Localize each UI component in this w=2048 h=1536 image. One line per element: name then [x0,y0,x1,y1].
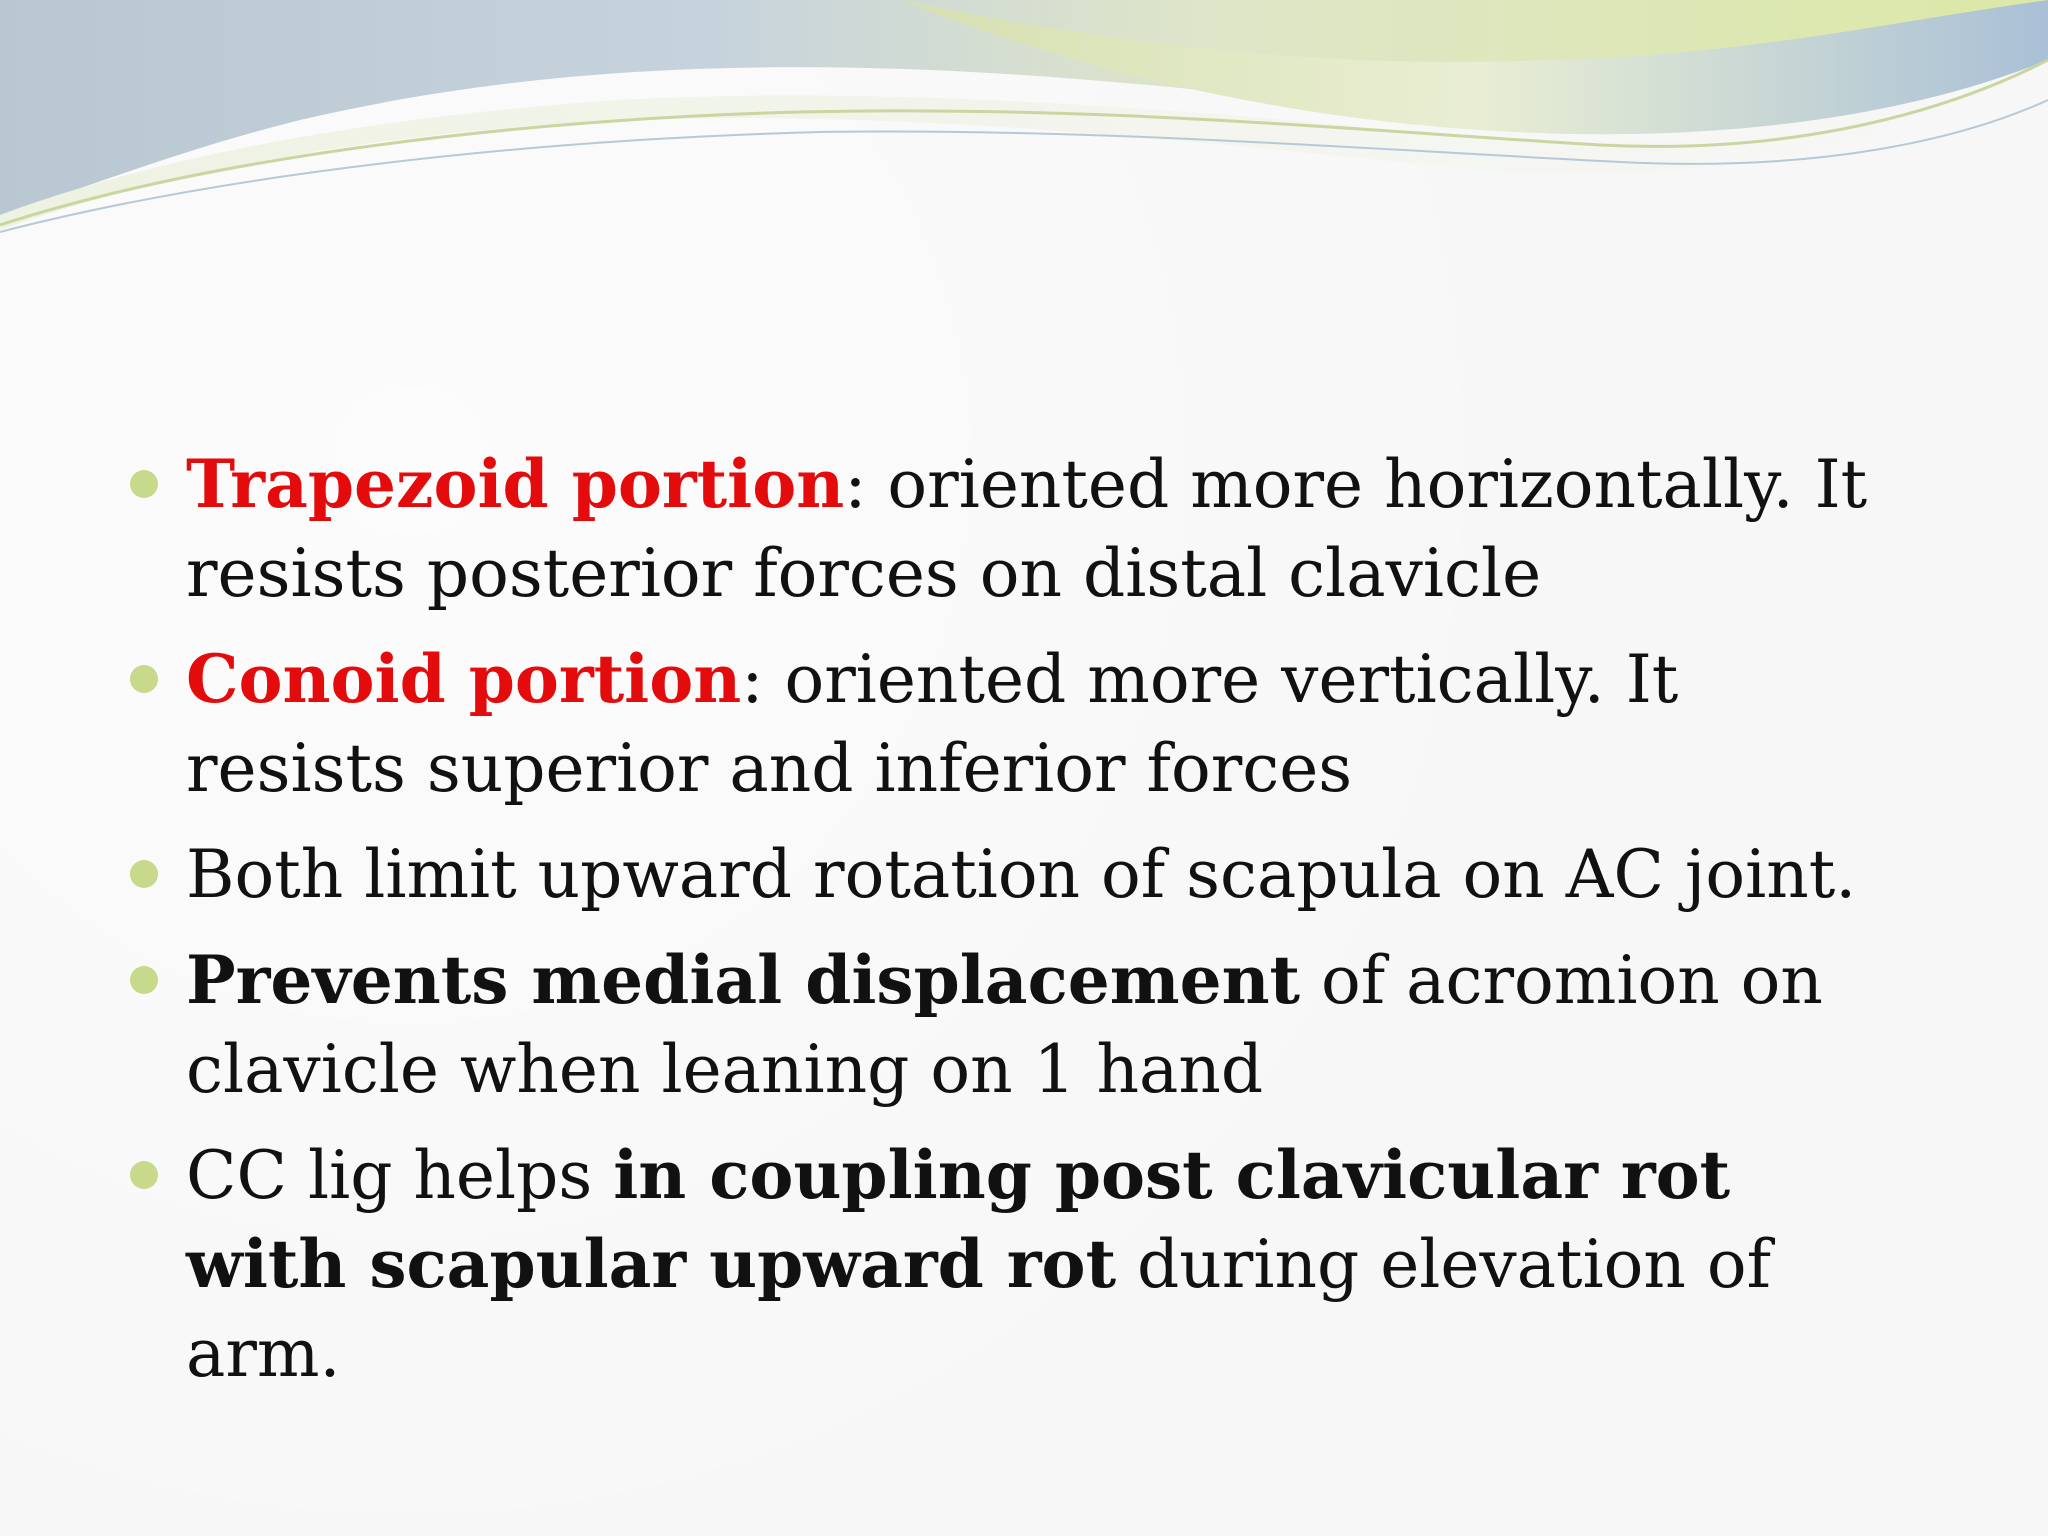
bullet-item-both-limit [130,830,1910,919]
bullet-text: : oriented more horizontally. It resists posterior forces on distal clavicle [186,446,1868,612]
bullet-text: : oriented more vertically. It resists superior and inferior forces [186,641,1679,807]
bullet-dot-icon [130,470,158,498]
bullet-keyword: Prevents medial displacement [186,941,1301,1019]
bullet-list [130,440,1910,1398]
bullet-dot-icon [130,665,158,693]
bullet-keyword: in coupling post clavicular rot with scapular upward rot [186,1136,1731,1303]
bullet-text: of acromion on clavicle when leaning on 1 hand [186,942,1823,1108]
bullet-keyword: Conoid portion [186,640,742,718]
bullet-item-prevents [130,936,1910,1114]
bullet-item-conoid [130,635,1910,813]
decorative-wave-header [0,0,2048,240]
bullet-text: during elevation of arm. [186,1226,1772,1392]
slide-content [130,440,1910,1415]
bullet-dot-icon [130,860,158,888]
bullet-item-trapezoid [130,440,1910,618]
bullet-text: CC lig helps [186,1137,614,1214]
bullet-item-cc-lig [130,1131,1910,1398]
bullet-dot-icon [130,966,158,994]
bullet-keyword: Trapezoid portion [186,445,845,523]
bullet-text: Both limit upward rotation of scapula on AC joint. [186,836,1857,913]
bullet-dot-icon [130,1161,158,1189]
